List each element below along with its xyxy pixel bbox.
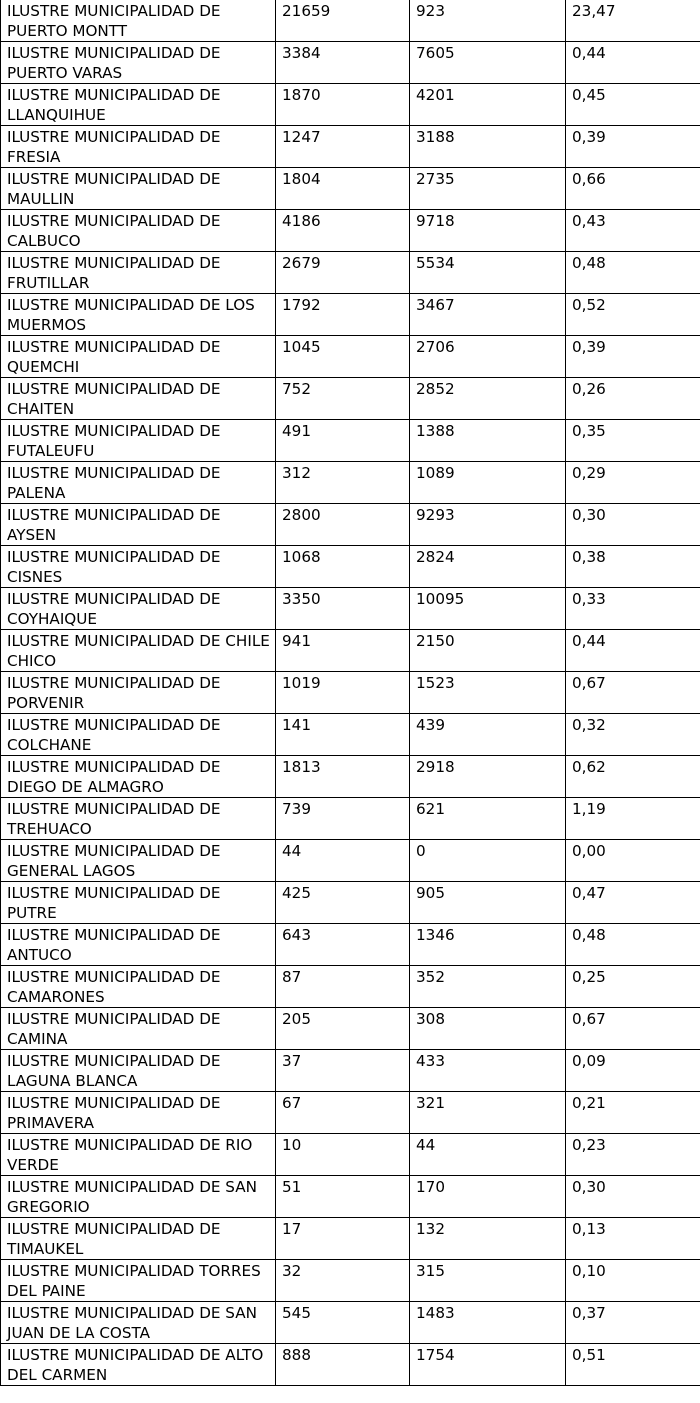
value-b-cell: 352 xyxy=(410,966,566,1008)
municipality-name-cell: ILUSTRE MUNICIPALIDAD DE GENERAL LAGOS xyxy=(1,840,276,882)
ratio-cell: 0,48 xyxy=(566,252,700,294)
value-b-cell: 9293 xyxy=(410,504,566,546)
value-a-cell: 37 xyxy=(276,1050,410,1092)
municipality-name-cell: ILUSTRE MUNICIPALIDAD DE CISNES xyxy=(1,546,276,588)
value-a-cell: 941 xyxy=(276,630,410,672)
value-a-cell: 3384 xyxy=(276,42,410,84)
ratio-cell: 0,10 xyxy=(566,1260,700,1302)
ratio-cell: 0,67 xyxy=(566,1008,700,1050)
value-a-cell: 141 xyxy=(276,714,410,756)
value-b-cell: 315 xyxy=(410,1260,566,1302)
table-row xyxy=(1,840,700,882)
value-b-cell: 44 xyxy=(410,1134,566,1176)
municipality-name-cell: ILUSTRE MUNICIPALIDAD DE AYSEN xyxy=(1,504,276,546)
value-b-cell: 1523 xyxy=(410,672,566,714)
value-b-cell: 439 xyxy=(410,714,566,756)
table-row xyxy=(1,462,700,504)
value-b-cell: 3467 xyxy=(410,294,566,336)
ratio-cell: 0,44 xyxy=(566,42,700,84)
table-row xyxy=(1,420,700,462)
table-row xyxy=(1,546,700,588)
value-a-cell: 1813 xyxy=(276,756,410,798)
ratio-cell: 0,33 xyxy=(566,588,700,630)
value-b-cell: 1754 xyxy=(410,1344,566,1386)
ratio-cell: 0,29 xyxy=(566,462,700,504)
table-row xyxy=(1,1344,700,1386)
municipality-name-cell: ILUSTRE MUNICIPALIDAD DE ALTO DEL CARMEN xyxy=(1,1344,276,1386)
value-b-cell: 1483 xyxy=(410,1302,566,1344)
value-b-cell: 321 xyxy=(410,1092,566,1134)
table-row xyxy=(1,672,700,714)
value-a-cell: 10 xyxy=(276,1134,410,1176)
ratio-cell: 0,23 xyxy=(566,1134,700,1176)
value-a-cell: 44 xyxy=(276,840,410,882)
value-a-cell: 1068 xyxy=(276,546,410,588)
value-a-cell: 643 xyxy=(276,924,410,966)
value-a-cell: 32 xyxy=(276,1260,410,1302)
value-b-cell: 170 xyxy=(410,1176,566,1218)
value-b-cell: 10095 xyxy=(410,588,566,630)
table-row xyxy=(1,1176,700,1218)
municipality-name-cell: ILUSTRE MUNICIPALIDAD DE CAMARONES xyxy=(1,966,276,1008)
ratio-cell: 0,67 xyxy=(566,672,700,714)
value-b-cell: 5534 xyxy=(410,252,566,294)
value-a-cell: 888 xyxy=(276,1344,410,1386)
value-b-cell: 1346 xyxy=(410,924,566,966)
table-row xyxy=(1,168,700,210)
value-a-cell: 425 xyxy=(276,882,410,924)
table-row xyxy=(1,924,700,966)
ratio-cell: 0,38 xyxy=(566,546,700,588)
municipality-name-cell: ILUSTRE MUNICIPALIDAD DE LOS MUERMOS xyxy=(1,294,276,336)
ratio-cell: 0,45 xyxy=(566,84,700,126)
value-b-cell: 2824 xyxy=(410,546,566,588)
value-b-cell: 2150 xyxy=(410,630,566,672)
ratio-cell: 0,44 xyxy=(566,630,700,672)
ratio-cell: 0,48 xyxy=(566,924,700,966)
ratio-cell: 0,00 xyxy=(566,840,700,882)
value-a-cell: 1247 xyxy=(276,126,410,168)
municipality-name-cell: ILUSTRE MUNICIPALIDAD DE CHAITEN xyxy=(1,378,276,420)
municipality-name-cell: ILUSTRE MUNICIPALIDAD DE QUEMCHI xyxy=(1,336,276,378)
municipality-name-cell: ILUSTRE MUNICIPALIDAD DE TIMAUKEL xyxy=(1,1218,276,1260)
table-row xyxy=(1,1008,700,1050)
table-row xyxy=(1,1302,700,1344)
table-row xyxy=(1,294,700,336)
value-b-cell: 905 xyxy=(410,882,566,924)
table-row xyxy=(1,1218,700,1260)
value-b-cell: 308 xyxy=(410,1008,566,1050)
value-a-cell: 545 xyxy=(276,1302,410,1344)
municipality-name-cell: ILUSTRE MUNICIPALIDAD DE ANTUCO xyxy=(1,924,276,966)
table-row xyxy=(1,798,700,840)
municipality-name-cell: ILUSTRE MUNICIPALIDAD DE COLCHANE xyxy=(1,714,276,756)
value-b-cell: 0 xyxy=(410,840,566,882)
value-b-cell: 433 xyxy=(410,1050,566,1092)
municipality-name-cell: ILUSTRE MUNICIPALIDAD DE RIO VERDE xyxy=(1,1134,276,1176)
municipality-name-cell: ILUSTRE MUNICIPALIDAD DE LLANQUIHUE xyxy=(1,84,276,126)
value-a-cell: 1792 xyxy=(276,294,410,336)
ratio-cell: 0,47 xyxy=(566,882,700,924)
municipality-name-cell: ILUSTRE MUNICIPALIDAD DE MAULLIN xyxy=(1,168,276,210)
value-a-cell: 739 xyxy=(276,798,410,840)
value-a-cell: 1045 xyxy=(276,336,410,378)
value-a-cell: 3350 xyxy=(276,588,410,630)
value-a-cell: 312 xyxy=(276,462,410,504)
ratio-cell: 0,51 xyxy=(566,1344,700,1386)
ratio-cell: 0,37 xyxy=(566,1302,700,1344)
table-row xyxy=(1,1050,700,1092)
table-row xyxy=(1,504,700,546)
table-row xyxy=(1,1260,700,1302)
municipality-name-cell: ILUSTRE MUNICIPALIDAD DE FUTALEUFU xyxy=(1,420,276,462)
table-row xyxy=(1,756,700,798)
value-a-cell: 51 xyxy=(276,1176,410,1218)
ratio-cell: 0,13 xyxy=(566,1218,700,1260)
value-b-cell: 3188 xyxy=(410,126,566,168)
ratio-cell: 1,19 xyxy=(566,798,700,840)
ratio-cell: 0,30 xyxy=(566,504,700,546)
municipality-name-cell: ILUSTRE MUNICIPALIDAD DE SAN JUAN DE LA COSTA xyxy=(1,1302,276,1344)
ratio-cell: 0,32 xyxy=(566,714,700,756)
municipality-name-cell: ILUSTRE MUNICIPALIDAD DE PORVENIR xyxy=(1,672,276,714)
municipality-name-cell: ILUSTRE MUNICIPALIDAD DE PUERTO VARAS xyxy=(1,42,276,84)
table-row xyxy=(1,252,700,294)
table-row xyxy=(1,630,700,672)
value-b-cell: 7605 xyxy=(410,42,566,84)
value-b-cell: 132 xyxy=(410,1218,566,1260)
ratio-cell: 0,66 xyxy=(566,168,700,210)
ratio-cell: 0,39 xyxy=(566,336,700,378)
table-row xyxy=(1,378,700,420)
table-row xyxy=(1,0,700,42)
value-a-cell: 2679 xyxy=(276,252,410,294)
table-row xyxy=(1,1134,700,1176)
municipality-name-cell: ILUSTRE MUNICIPALIDAD DE PRIMAVERA xyxy=(1,1092,276,1134)
municipality-name-cell: ILUSTRE MUNICIPALIDAD DE FRUTILLAR xyxy=(1,252,276,294)
value-a-cell: 752 xyxy=(276,378,410,420)
municipality-name-cell: ILUSTRE MUNICIPALIDAD DE PUERTO MONTT xyxy=(1,0,276,42)
table-row xyxy=(1,588,700,630)
municipality-name-cell: ILUSTRE MUNICIPALIDAD DE SAN GREGORIO xyxy=(1,1176,276,1218)
value-a-cell: 1870 xyxy=(276,84,410,126)
municipality-name-cell: ILUSTRE MUNICIPALIDAD DE FRESIA xyxy=(1,126,276,168)
value-b-cell: 2918 xyxy=(410,756,566,798)
ratio-cell: 0,39 xyxy=(566,126,700,168)
table-row xyxy=(1,84,700,126)
value-b-cell: 621 xyxy=(410,798,566,840)
municipality-name-cell: ILUSTRE MUNICIPALIDAD DE CHILE CHICO xyxy=(1,630,276,672)
municipality-name-cell: ILUSTRE MUNICIPALIDAD DE TREHUACO xyxy=(1,798,276,840)
municipality-name-cell: ILUSTRE MUNICIPALIDAD DE CAMINA xyxy=(1,1008,276,1050)
value-b-cell: 1089 xyxy=(410,462,566,504)
ratio-cell: 0,52 xyxy=(566,294,700,336)
municipality-name-cell: ILUSTRE MUNICIPALIDAD DE PALENA xyxy=(1,462,276,504)
value-a-cell: 17 xyxy=(276,1218,410,1260)
table-row xyxy=(1,210,700,252)
value-b-cell: 923 xyxy=(410,0,566,42)
value-a-cell: 21659 xyxy=(276,0,410,42)
ratio-cell: 23,47 xyxy=(566,0,700,42)
value-a-cell: 491 xyxy=(276,420,410,462)
value-b-cell: 9718 xyxy=(410,210,566,252)
table-row xyxy=(1,336,700,378)
value-b-cell: 1388 xyxy=(410,420,566,462)
ratio-cell: 0,09 xyxy=(566,1050,700,1092)
table-row xyxy=(1,1092,700,1134)
value-a-cell: 205 xyxy=(276,1008,410,1050)
value-a-cell: 1019 xyxy=(276,672,410,714)
value-b-cell: 2852 xyxy=(410,378,566,420)
value-a-cell: 87 xyxy=(276,966,410,1008)
municipality-name-cell: ILUSTRE MUNICIPALIDAD DE PUTRE xyxy=(1,882,276,924)
value-a-cell: 2800 xyxy=(276,504,410,546)
value-a-cell: 67 xyxy=(276,1092,410,1134)
table-row xyxy=(1,126,700,168)
ratio-cell: 0,43 xyxy=(566,210,700,252)
municipality-name-cell: ILUSTRE MUNICIPALIDAD DE LAGUNA BLANCA xyxy=(1,1050,276,1092)
table-row xyxy=(1,714,700,756)
municipality-name-cell: ILUSTRE MUNICIPALIDAD DE DIEGO DE ALMAGRO xyxy=(1,756,276,798)
ratio-cell: 0,35 xyxy=(566,420,700,462)
municipality-name-cell: ILUSTRE MUNICIPALIDAD DE COYHAIQUE xyxy=(1,588,276,630)
ratio-cell: 0,26 xyxy=(566,378,700,420)
municipality-name-cell: ILUSTRE MUNICIPALIDAD DE CALBUCO xyxy=(1,210,276,252)
table-body xyxy=(1,0,700,1386)
ratio-cell: 0,62 xyxy=(566,756,700,798)
ratio-cell: 0,25 xyxy=(566,966,700,1008)
value-a-cell: 1804 xyxy=(276,168,410,210)
ratio-cell: 0,21 xyxy=(566,1092,700,1134)
municipality-name-cell: ILUSTRE MUNICIPALIDAD TORRES DEL PAINE xyxy=(1,1260,276,1302)
table-row xyxy=(1,882,700,924)
value-b-cell: 2706 xyxy=(410,336,566,378)
table-row xyxy=(1,42,700,84)
table-row xyxy=(1,966,700,1008)
value-a-cell: 4186 xyxy=(276,210,410,252)
value-b-cell: 2735 xyxy=(410,168,566,210)
value-b-cell: 4201 xyxy=(410,84,566,126)
ratio-cell: 0,30 xyxy=(566,1176,700,1218)
